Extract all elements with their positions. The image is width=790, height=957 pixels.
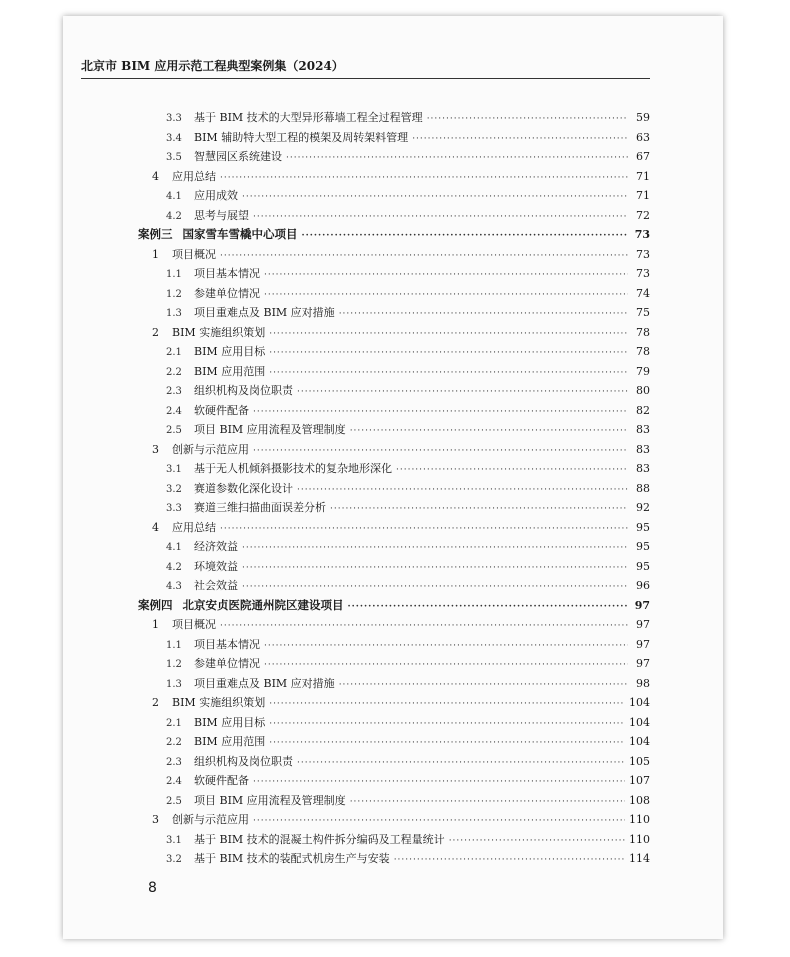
toc-entry-number: 3.4 <box>166 132 182 144</box>
toc-entry-number: 4.3 <box>166 581 182 592</box>
toc-entry-page: 97 <box>636 637 650 651</box>
toc-entry-page: 105 <box>629 754 650 768</box>
toc-entry-number: 2.4 <box>166 405 182 417</box>
dot-leader <box>253 208 628 228</box>
toc-entry[interactable] <box>138 284 650 304</box>
toc-entry[interactable] <box>138 362 650 382</box>
toc-entry-title: BIM 实施组织策划 <box>172 696 266 709</box>
toc-entry-number: 3.5 <box>166 152 182 163</box>
toc-chapter-entry[interactable] <box>138 225 650 245</box>
dot-leader <box>427 110 628 130</box>
toc-entry-number: 1 <box>152 618 159 631</box>
toc-entry[interactable] <box>138 498 650 518</box>
toc-entry-title: 环境效益 <box>194 559 238 573</box>
toc-entry[interactable] <box>138 245 650 265</box>
toc-entry-page: 75 <box>636 306 650 319</box>
dot-leader <box>339 676 628 696</box>
toc-entry-number: 1.2 <box>166 288 182 300</box>
running-header: 北京市 BIM 应用示范工程典型案例集（2024） <box>81 57 650 79</box>
toc-entry-number: 案例四 <box>138 597 173 612</box>
toc-entry[interactable] <box>138 147 650 167</box>
toc-chapter-entry[interactable] <box>138 596 650 616</box>
dot-leader <box>269 364 628 384</box>
toc-entry[interactable] <box>138 791 650 811</box>
toc-entry-number: 4 <box>152 520 159 534</box>
dot-leader <box>220 617 628 637</box>
toc-entry[interactable] <box>138 693 650 713</box>
toc-entry-number: 1.3 <box>166 308 182 319</box>
toc-entry-title: BIM 辅助特大型工程的模架及周转架料管理 <box>194 130 409 144</box>
toc-entry-number: 2.5 <box>166 425 182 436</box>
toc-entry-number: 4.2 <box>166 210 182 222</box>
toc-entry-title: 社会效益 <box>194 579 238 592</box>
toc-entry-page: 72 <box>636 208 650 222</box>
toc-entry[interactable] <box>138 752 650 772</box>
dot-leader <box>350 793 625 813</box>
toc-entry[interactable] <box>138 186 650 206</box>
dot-leader <box>220 247 628 267</box>
toc-entry[interactable] <box>138 674 650 694</box>
dot-leader <box>269 715 625 735</box>
toc-entry-title: BIM 应用目标 <box>194 715 266 729</box>
toc-entry-page: 110 <box>629 813 650 826</box>
toc-entry-number: 1 <box>152 247 159 261</box>
toc-entry-title: 赛道三维扫描曲面误差分析 <box>194 501 326 514</box>
toc-entry[interactable] <box>138 479 650 499</box>
toc-entry-number: 3.3 <box>166 113 182 124</box>
toc-entry-title: 基于无人机倾斜摄影技术的复杂地形深化 <box>194 462 392 475</box>
toc-entry[interactable] <box>138 440 650 460</box>
toc-entry-page: 82 <box>636 403 650 417</box>
dot-leader <box>242 539 628 559</box>
toc-entry-number: 2.4 <box>166 776 182 787</box>
toc-entry-title: 组织机构及岗位职责 <box>194 754 293 768</box>
dot-leader <box>264 637 628 657</box>
toc-entry[interactable] <box>138 537 650 557</box>
toc-entry[interactable] <box>138 771 650 791</box>
toc-entry-number: 4.1 <box>166 542 182 553</box>
dot-leader <box>330 500 628 520</box>
toc-entry-title: 项目概况 <box>172 247 216 261</box>
toc-entry[interactable] <box>138 654 650 674</box>
toc-entry[interactable] <box>138 167 650 187</box>
toc-entry-page: 95 <box>636 520 650 534</box>
toc-entry-number: 2.2 <box>166 366 182 378</box>
toc-entry-page: 59 <box>636 111 650 124</box>
toc-entry-page: 67 <box>636 150 650 163</box>
toc-entry-title: BIM 应用范围 <box>194 735 266 748</box>
toc-entry-number: 3.1 <box>166 834 182 846</box>
toc-entry-page: 80 <box>636 384 650 397</box>
toc-entry-title: 应用总结 <box>172 169 216 183</box>
toc-entry-page: 110 <box>629 832 650 846</box>
toc-entry[interactable] <box>138 206 650 226</box>
dot-leader <box>297 383 628 403</box>
toc-entry[interactable] <box>138 713 650 733</box>
page-number: 8 <box>148 880 157 896</box>
toc-entry[interactable] <box>138 303 650 323</box>
toc-entry-page: 104 <box>629 696 650 709</box>
dot-leader <box>220 169 628 189</box>
toc-entry-number: 3.2 <box>166 483 182 495</box>
toc-entry-title: 项目重难点及 BIM 应对措施 <box>194 676 335 690</box>
toc-entry-number: 1.2 <box>166 659 182 670</box>
toc-entry-number: 2 <box>152 325 159 339</box>
dot-leader <box>220 520 628 540</box>
toc-entry-title: 应用总结 <box>172 520 216 534</box>
toc-entry-page: 95 <box>636 540 650 553</box>
toc-entry-title: 基于 BIM 技术的混凝土构件拆分编码及工程量统计 <box>194 832 445 846</box>
toc-entry-page: 108 <box>629 793 650 807</box>
toc-entry-number: 4.2 <box>166 561 182 573</box>
toc-entry-page: 78 <box>636 325 650 339</box>
dot-leader <box>348 598 629 618</box>
toc-entry-number: 1.1 <box>166 639 182 651</box>
toc-entry-number: 4 <box>152 169 159 183</box>
toc-entry-title: 组织机构及岗位职责 <box>194 384 293 397</box>
dot-leader <box>412 130 628 150</box>
toc-entry-title: 思考与展望 <box>194 208 249 222</box>
toc-entry-title: 创新与示范应用 <box>172 813 249 826</box>
toc-entry[interactable] <box>138 810 650 830</box>
toc-entry-title: 北京安贞医院通州院区建设项目 <box>182 597 344 612</box>
dot-leader <box>264 266 628 286</box>
toc-entry-number: 3 <box>152 813 159 826</box>
toc-entry-page: 104 <box>629 715 650 729</box>
dot-leader <box>394 851 625 871</box>
toc-entry-title: 项目 BIM 应用流程及管理制度 <box>194 793 346 807</box>
toc-entry[interactable] <box>138 459 650 479</box>
toc-entry[interactable] <box>138 732 650 752</box>
toc-entry-number: 2.3 <box>166 386 182 397</box>
toc-entry-page: 97 <box>636 657 650 670</box>
toc-entry[interactable] <box>138 849 650 869</box>
toc-entry-number: 案例三 <box>138 227 173 241</box>
toc-entry-title: 参建单位情况 <box>194 657 260 670</box>
toc-entry-title: 软硬件配备 <box>194 403 249 417</box>
toc-entry[interactable] <box>138 635 650 655</box>
toc-entry-page: 104 <box>629 735 650 748</box>
toc-entry-title: 赛道参数化深化设计 <box>194 481 293 495</box>
toc-entry-page: 88 <box>636 481 650 495</box>
toc-entry-number: 2.2 <box>166 737 182 748</box>
toc-entry-title: 项目重难点及 BIM 应对措施 <box>194 306 335 319</box>
dot-leader <box>339 305 628 325</box>
toc-entry[interactable] <box>138 576 650 596</box>
dot-leader <box>269 695 625 715</box>
toc-entry-number: 1.3 <box>166 678 182 690</box>
toc-entry-number: 4.1 <box>166 191 182 202</box>
toc-entry-title: 创新与示范应用 <box>172 442 249 456</box>
toc-entry-page: 95 <box>636 559 650 573</box>
dot-leader <box>302 227 629 247</box>
toc-entry-page: 79 <box>636 364 650 378</box>
toc-entry-page: 83 <box>636 442 650 456</box>
toc-entry-number: 2.5 <box>166 795 182 807</box>
toc-entry-title: 国家雪车雪橇中心项目 <box>182 227 298 241</box>
toc-entry-number: 1.1 <box>166 269 182 280</box>
toc-entry-page: 83 <box>636 462 650 475</box>
toc-entry-number: 3 <box>152 442 159 456</box>
toc-entry-title: 智慧园区系统建设 <box>194 150 282 163</box>
toc-entry-page: 114 <box>629 852 650 865</box>
toc-entry-page: 92 <box>636 501 650 514</box>
toc-entry-number: 2.1 <box>166 347 182 358</box>
dot-leader <box>297 754 625 774</box>
toc-entry-title: 项目基本情况 <box>194 267 260 280</box>
toc-entry-number: 3.3 <box>166 503 182 514</box>
toc-entry[interactable] <box>138 420 650 440</box>
toc-entry-number: 2 <box>152 696 159 709</box>
dot-leader <box>449 832 625 852</box>
toc-entry-title: 项目概况 <box>172 618 216 631</box>
dot-leader <box>269 344 628 364</box>
toc-entry[interactable] <box>138 342 650 362</box>
toc-entry-page: 98 <box>636 676 650 690</box>
toc-entry-title: BIM 应用目标 <box>194 345 266 358</box>
toc-entry-title: 基于 BIM 技术的装配式机房生产与安装 <box>194 852 390 865</box>
toc-entry-title: 经济效益 <box>194 540 238 553</box>
toc-entry-page: 96 <box>636 579 650 592</box>
toc-entry[interactable] <box>138 401 650 421</box>
dot-leader <box>350 422 628 442</box>
toc-entry-page: 97 <box>634 598 650 612</box>
toc-entry[interactable] <box>138 557 650 577</box>
toc-entry[interactable] <box>138 128 650 148</box>
toc-entry-number: 2.3 <box>166 756 182 768</box>
toc-entry-title: 项目基本情况 <box>194 637 260 651</box>
toc-entry-number: 2.1 <box>166 717 182 729</box>
dot-leader <box>297 481 628 501</box>
toc-entry-title: 基于 BIM 技术的大型异形幕墙工程全过程管理 <box>194 111 423 124</box>
toc-entry-page: 63 <box>636 130 650 144</box>
table-of-contents <box>138 108 650 869</box>
toc-entry-title: 软硬件配备 <box>194 774 249 787</box>
dot-leader <box>269 325 628 345</box>
toc-entry[interactable] <box>138 264 650 284</box>
toc-entry-page: 73 <box>636 247 650 261</box>
toc-entry-title: 项目 BIM 应用流程及管理制度 <box>194 423 346 436</box>
dot-leader <box>269 734 625 754</box>
toc-entry[interactable] <box>138 830 650 850</box>
toc-entry-title: 参建单位情况 <box>194 286 260 300</box>
toc-entry-page: 73 <box>634 228 650 241</box>
toc-entry-title: BIM 应用范围 <box>194 364 266 378</box>
toc-entry-title: 应用成效 <box>194 189 238 202</box>
toc-entry-title: BIM 实施组织策划 <box>172 325 266 339</box>
toc-entry[interactable] <box>138 108 650 128</box>
toc-entry-number: 3.1 <box>166 464 182 475</box>
toc-entry[interactable] <box>138 323 650 343</box>
toc-entry-page: 73 <box>636 267 650 280</box>
toc-entry-page: 97 <box>636 618 650 631</box>
toc-entry-page: 74 <box>636 286 650 300</box>
toc-entry[interactable] <box>138 381 650 401</box>
toc-entry[interactable] <box>138 518 650 538</box>
toc-entry-page: 71 <box>636 189 650 202</box>
dot-leader <box>242 559 628 579</box>
toc-entry-page: 107 <box>629 774 650 787</box>
dot-leader <box>396 461 628 481</box>
toc-entry-page: 71 <box>636 169 650 183</box>
toc-entry-page: 78 <box>636 345 650 358</box>
dot-leader <box>286 149 628 169</box>
dot-leader <box>242 188 628 208</box>
toc-entry[interactable] <box>138 615 650 635</box>
toc-entry-number: 3.2 <box>166 854 182 865</box>
toc-entry-page: 83 <box>636 423 650 436</box>
